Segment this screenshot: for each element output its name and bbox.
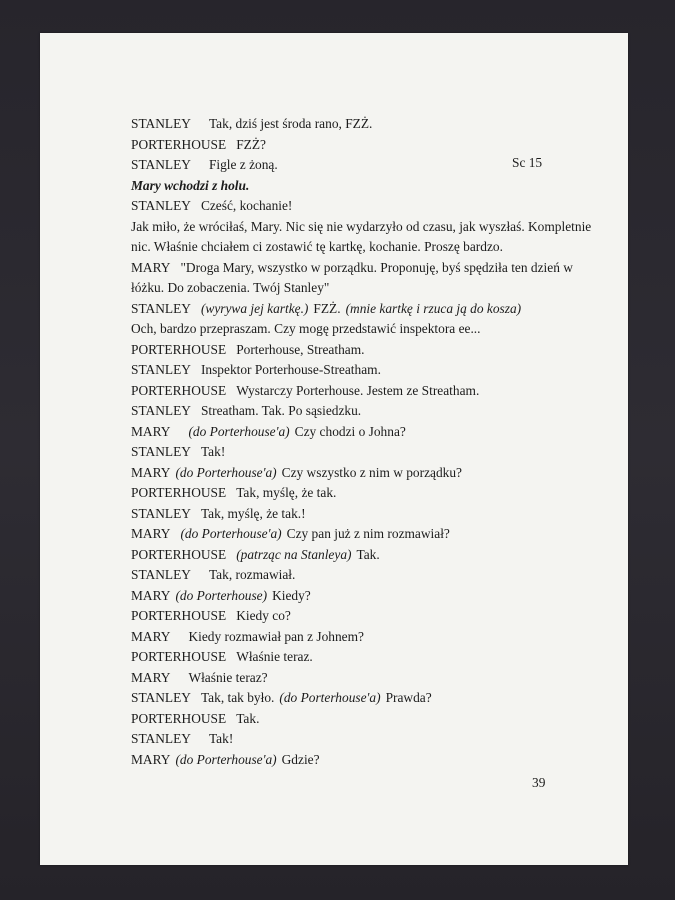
dialogue-line	[131, 547, 380, 563]
dialogue-text: Tak, myślę, że tak.!	[200, 506, 306, 521]
dialogue-line	[131, 157, 278, 173]
dialogue-line	[131, 342, 364, 358]
speaker-name: MARY	[131, 424, 171, 439]
speaker-name: PORTERHOUSE	[131, 649, 227, 664]
dialogue-line	[131, 260, 573, 276]
dialogue-continuation	[131, 239, 503, 255]
dialogue-text: Cześć, kochanie!	[200, 198, 293, 213]
stage-direction: Mary wchodzi z holu.	[131, 178, 250, 193]
dialogue-line	[131, 485, 336, 501]
dialogue-line	[131, 629, 364, 645]
dialogue-text: łóżku. Do zobaczenia. Twój Stanley"	[131, 280, 330, 295]
dialogue-text: Tak, tak było.	[200, 690, 275, 705]
dialogue-text: nic. Właśnie chciałem ci zostawić tę kartkę, kochanie. Proszę bardzo.	[131, 239, 503, 254]
dialogue-text: Inspektor Porterhouse-Streatham.	[200, 362, 381, 377]
speaker-name: MARY	[131, 588, 171, 603]
dialogue-text: Kiedy rozmawiał pan z Johnem?	[188, 629, 364, 644]
dialogue-continuation	[131, 219, 591, 235]
page-number: 39	[532, 775, 546, 790]
dialogue-text: Prawda?	[385, 690, 432, 705]
dialogue-text: Tak.	[236, 711, 260, 726]
dialogue-line	[131, 403, 361, 419]
speaker-name: PORTERHOUSE	[131, 137, 227, 152]
dialogue-line	[131, 567, 295, 583]
dialogue-continuation	[131, 321, 481, 337]
dialogue-line	[131, 301, 521, 317]
dialogue-line	[131, 608, 291, 624]
speaker-name: STANLEY	[131, 403, 191, 418]
speaker-name: PORTERHOUSE	[131, 342, 227, 357]
speaker-name: STANLEY	[131, 690, 191, 705]
dialogue-text: Właśnie teraz.	[236, 649, 313, 664]
dialogue-text: Wystarczy Porterhouse. Jestem ze Streatham.	[236, 383, 480, 398]
scene-marker: Sc 15	[512, 155, 543, 170]
dialogue-text: Gdzie?	[281, 752, 320, 767]
dialogue-text: Streatham. Tak. Po sąsiedzku.	[200, 403, 362, 418]
speaker-name: MARY	[131, 752, 171, 767]
speaker-name: PORTERHOUSE	[131, 711, 227, 726]
dialogue-text: Jak miło, że wróciłaś, Mary. Nic się nie wydarzyło od czasu, jak wyszłaś. Kompletnie	[131, 219, 592, 234]
dialogue-text: Porterhouse, Streatham.	[236, 342, 365, 357]
speaker-name: STANLEY	[131, 198, 191, 213]
speaker-name: PORTERHOUSE	[131, 485, 227, 500]
dialogue-text: Tak, dziś jest środa rano, FZŻ.	[208, 116, 373, 131]
stage-direction-inline: (do Porterhouse'a)	[175, 752, 277, 767]
speaker-name: STANLEY	[131, 567, 191, 582]
speaker-name: STANLEY	[131, 301, 191, 316]
speaker-name: PORTERHOUSE	[131, 383, 227, 398]
stage-direction-line	[131, 178, 249, 194]
speaker-name: STANLEY	[131, 362, 191, 377]
dialogue-text: Figle z żoną.	[208, 157, 278, 172]
dialogue-text: Tak, myślę, że tak.	[236, 485, 337, 500]
stage-direction-inline: (do Porterhouse'a)	[279, 690, 381, 705]
speaker-name: STANLEY	[131, 116, 191, 131]
dialogue-line	[131, 649, 313, 665]
dialogue-line	[131, 465, 462, 481]
dialogue-text: Czy chodzi o Johna?	[294, 424, 406, 439]
script-page	[40, 33, 628, 865]
dialogue-text: Tak, rozmawiał.	[208, 567, 296, 582]
speaker-name: MARY	[131, 629, 171, 644]
dialogue-text: Och, bardzo przepraszam. Czy mogę przedstawić inspektora ee...	[131, 321, 481, 336]
stage-direction-inline: (do Porterhouse)	[175, 588, 268, 603]
dialogue-line	[131, 362, 381, 378]
speaker-name: STANLEY	[131, 506, 191, 521]
dialogue-text: Czy pan już z nim rozmawiał?	[286, 526, 450, 541]
dialogue-text: Tak.	[356, 547, 380, 562]
dialogue-line	[131, 731, 233, 747]
stage-direction-inline: (wyrywa jej kartkę.)	[200, 301, 309, 316]
dialogue-text: Tak!	[208, 731, 234, 746]
speaker-name: STANLEY	[131, 444, 191, 459]
speaker-name: STANLEY	[131, 157, 191, 172]
dialogue-line	[131, 198, 292, 214]
dialogue-line	[131, 588, 311, 604]
stage-direction-inline: (do Porterhouse'a)	[180, 526, 282, 541]
dialogue-text: FZŻ?	[236, 137, 266, 152]
dialogue-text: Czy wszystko z nim w porządku?	[281, 465, 463, 480]
dialogue-text: FZŻ.	[313, 301, 341, 316]
dialogue-text: "Droga Mary, wszystko w porządku. Proponuję, byś spędziła ten dzień w	[180, 260, 573, 275]
dialogue-line	[131, 670, 268, 686]
speaker-name: MARY	[131, 526, 171, 541]
speaker-name: PORTERHOUSE	[131, 547, 227, 562]
dialogue-line	[131, 711, 259, 727]
speaker-name: STANLEY	[131, 731, 191, 746]
stage-direction-inline: (mnie kartkę i rzuca ją do kosza)	[345, 301, 522, 316]
dialogue-continuation	[131, 280, 329, 296]
dialogue-line	[131, 383, 479, 399]
dialogue-text: Tak!	[200, 444, 226, 459]
dialogue-text: Kiedy co?	[236, 608, 291, 623]
dialogue-line	[131, 752, 320, 768]
dialogue-text: Właśnie teraz?	[188, 670, 268, 685]
stage-direction-inline: (do Porterhouse'a)	[188, 424, 290, 439]
speaker-name: MARY	[131, 260, 171, 275]
dialogue-line	[131, 137, 266, 153]
speaker-name: MARY	[131, 670, 171, 685]
dialogue-line	[131, 526, 450, 542]
dialogue-line	[131, 506, 306, 522]
dialogue-line	[131, 444, 225, 460]
dialogue-line	[131, 116, 372, 132]
speaker-name: MARY	[131, 465, 171, 480]
stage-direction-inline: (patrząc na Stanleya)	[236, 547, 352, 562]
stage-direction-inline: (do Porterhouse'a)	[175, 465, 277, 480]
dialogue-line	[131, 690, 432, 706]
dialogue-line	[131, 424, 406, 440]
speaker-name: PORTERHOUSE	[131, 608, 227, 623]
dialogue-text: Kiedy?	[272, 588, 311, 603]
